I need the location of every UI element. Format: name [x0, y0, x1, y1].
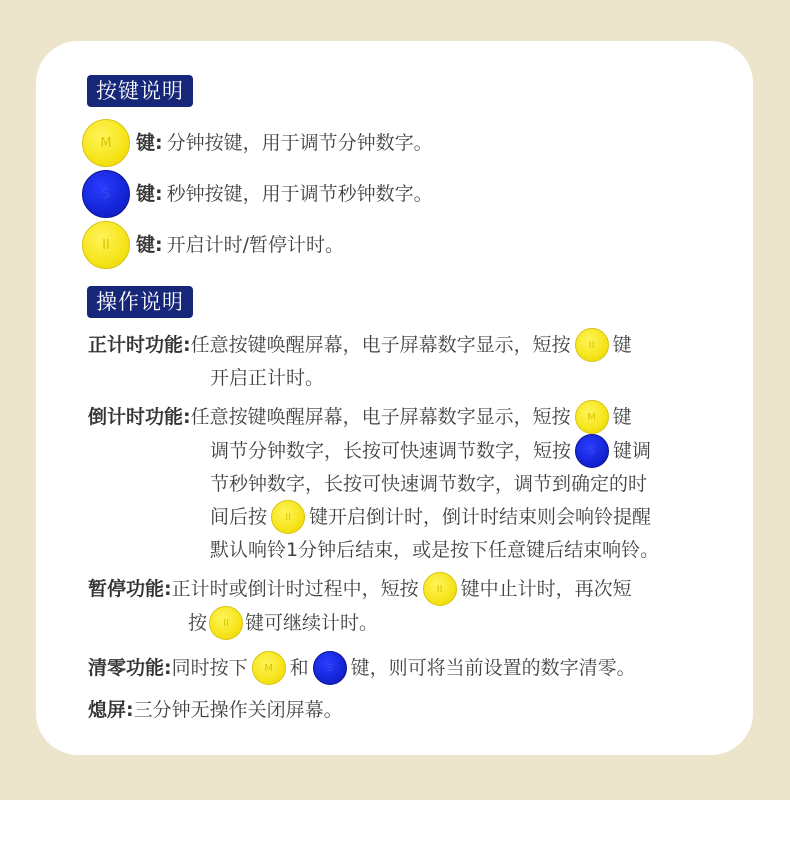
pause-button-icon: II: [575, 328, 609, 362]
key-desc: 秒钟按键，用于调节秒钟数字。: [166, 183, 433, 205]
screen-off-label: 熄屏:: [88, 699, 134, 721]
m-button-icon: M: [575, 400, 609, 434]
pause-text: 键中止计时，再次短: [460, 578, 632, 600]
countdown-text: 键开启倒计时，倒计时结束则会响铃提醒: [309, 506, 652, 528]
key-label: 键:: [136, 183, 163, 205]
key-item-pause: [82, 221, 344, 269]
countdown-text: 调节分钟数字，长按可快速调节数字，短按: [210, 440, 572, 462]
s-button-icon: S: [575, 434, 609, 468]
countdown-text: 任意按键唤醒屏幕，电子屏幕数字显示，短按: [190, 406, 571, 428]
countdown-line1: [88, 400, 632, 434]
m-button-icon: M: [252, 651, 286, 685]
pause-button-icon: II: [423, 572, 457, 606]
pause-label: 暂停功能:: [88, 578, 172, 600]
key-item-s: [82, 170, 433, 218]
key-item-m: [82, 119, 433, 167]
ops-section-title: 操作说明: [87, 286, 193, 318]
key-label: 键:: [136, 132, 163, 154]
key-label: 键:: [136, 234, 163, 256]
s-button-icon: S: [82, 170, 130, 218]
pause-button-icon: II: [271, 500, 305, 534]
countdown-text: 键: [612, 406, 632, 428]
countdown-line4: [210, 500, 651, 534]
pause-text: 键可继续计时。: [245, 612, 379, 634]
pause-text: 正计时或倒计时过程中，短按: [171, 578, 419, 600]
pause-button-icon: II: [82, 221, 130, 269]
count-up-line1: [88, 328, 632, 362]
countdown-line5: 默认响铃1分钟后结束，或是按下任意键后结束响铃。: [210, 539, 660, 561]
clear-text: 和: [289, 657, 309, 679]
clear-text: 同时按下: [171, 657, 248, 679]
countdown-text: 键调: [613, 440, 652, 462]
clear-line: [88, 651, 636, 685]
screen-off-line: [88, 698, 343, 722]
pause-line2: [188, 606, 378, 640]
screen-off-text: 三分钟无操作关闭屏幕。: [133, 699, 343, 721]
pause-line1: [88, 572, 632, 606]
keys-section-title: 按键说明: [87, 75, 193, 107]
countdown-text: 间后按: [210, 506, 268, 528]
count-up-label: 正计时功能:: [88, 334, 191, 356]
count-up-line2: 开启正计时。: [210, 367, 325, 389]
clear-text: 键，则可将当前设置的数字清零。: [350, 657, 636, 679]
count-up-text: 任意按键唤醒屏幕，电子屏幕数字显示，短按: [190, 334, 571, 356]
pause-text: 按: [188, 612, 208, 634]
countdown-line2: [210, 434, 651, 468]
pause-button-icon: II: [209, 606, 243, 640]
clear-label: 清零功能:: [88, 657, 172, 679]
key-desc: 分钟按键，用于调节分钟数字。: [166, 132, 433, 154]
count-up-text: 键: [612, 334, 632, 356]
countdown-label: 倒计时功能:: [88, 406, 191, 428]
m-button-icon: M: [82, 119, 130, 167]
countdown-line3: 节秒钟数字，长按可快速调节数字，调节到确定的时: [210, 473, 648, 495]
key-desc: 开启计时/暂停计时。: [166, 234, 345, 256]
s-button-icon: S: [313, 651, 347, 685]
